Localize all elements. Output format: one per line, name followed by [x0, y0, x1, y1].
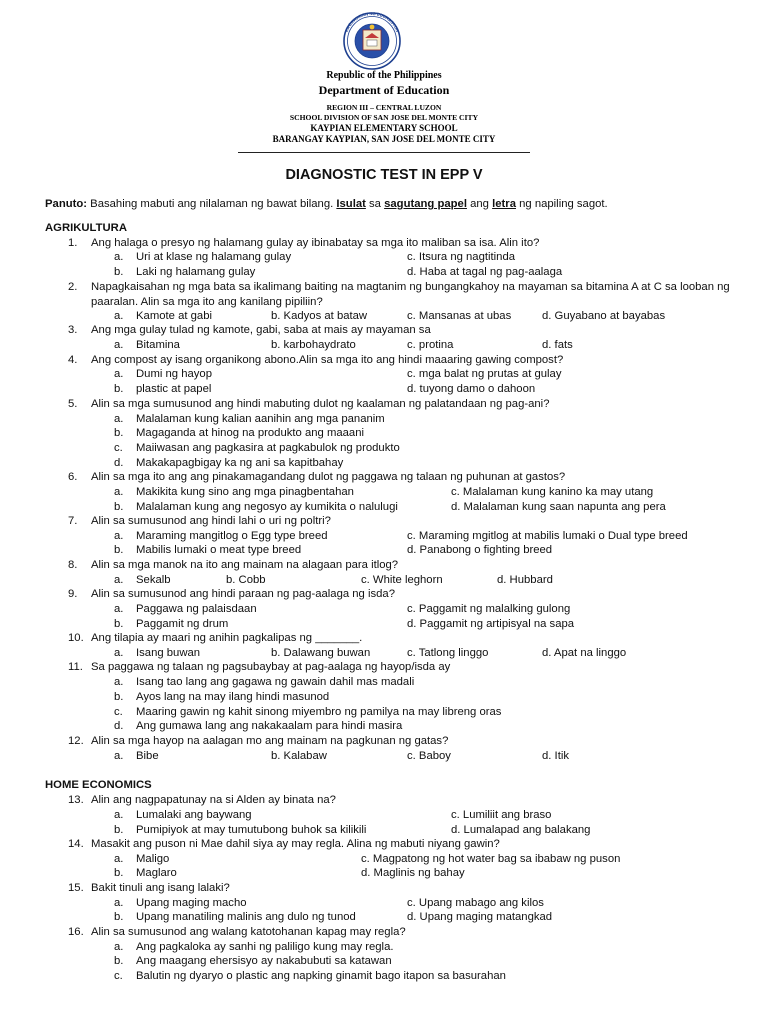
- option-text: d. Lumalapad ang balakang: [451, 824, 591, 836]
- question-number: 13.: [68, 794, 84, 806]
- option: [542, 309, 665, 324]
- option: [542, 338, 573, 353]
- question-stem: Alin sa mga sumusunod ang hindi mabuting dulot ng kaalaman ng palatandaan ng pag-ani?: [91, 398, 550, 410]
- option-letter: c.: [114, 442, 123, 454]
- option-letter: a.: [114, 750, 124, 762]
- question-stem: Ang halaga o presyo ng halamang gulay ay ibinabatay sa mga ito maliban sa isa. Alin ito?: [91, 237, 540, 249]
- option-text: d. Upang maging matangkad: [407, 911, 553, 923]
- option: [114, 543, 301, 558]
- options-row: [0, 500, 768, 515]
- republic-line: Republic of the Philippines: [326, 70, 442, 81]
- options-row: [0, 441, 768, 456]
- options-row: [0, 382, 768, 397]
- instructions-emphasis: letra: [492, 198, 516, 210]
- options-row: [0, 823, 768, 838]
- option: [114, 529, 328, 544]
- instructions-text: sa: [365, 198, 385, 210]
- option-text: Laki ng halamang gulay: [136, 266, 256, 278]
- options-row: [0, 617, 768, 632]
- options-row: [0, 573, 768, 588]
- option-text: Sekalb: [136, 574, 171, 586]
- option-letter: b.: [114, 544, 124, 556]
- svg-text:KAGAWARAN NG EDUKASYON: KAGAWARAN NG EDUKASYON: [343, 12, 401, 33]
- option: [114, 675, 414, 690]
- question-number: 11.: [68, 661, 83, 673]
- option: [114, 617, 228, 632]
- option-letter: b.: [114, 867, 124, 879]
- option: [114, 382, 211, 397]
- option: [542, 646, 626, 661]
- option-text: Bitamina: [136, 339, 180, 351]
- option-text: Paggamit ng drum: [136, 618, 229, 630]
- option: [114, 573, 171, 588]
- question-2: [68, 280, 728, 310]
- option-text: Paggawa ng palaisdaan: [136, 603, 257, 615]
- options-row: [0, 338, 768, 353]
- question-10: [68, 631, 728, 646]
- option-text: b. Cobb: [226, 574, 266, 586]
- options-row: [0, 969, 768, 984]
- option: [407, 543, 552, 558]
- option: [542, 749, 569, 764]
- option-text: Maraming mangitlog o Egg type breed: [136, 530, 328, 542]
- option-letter: a.: [114, 676, 124, 688]
- question-number: 2.: [68, 281, 78, 293]
- option: [407, 309, 511, 324]
- option: [407, 265, 562, 280]
- option-text: d. Apat na linggo: [542, 647, 627, 659]
- department-line: Department of Education: [318, 83, 450, 97]
- options-row: [0, 250, 768, 265]
- options-row: [0, 485, 768, 500]
- option: [114, 969, 506, 984]
- option-letter: d.: [114, 720, 124, 732]
- question-stem: Bakit tinuli ang isang lalaki?: [91, 882, 230, 894]
- option: [407, 896, 544, 911]
- school-line: KAYPIAN ELEMENTARY SCHOOL: [310, 123, 458, 133]
- question-number: 15.: [68, 882, 84, 894]
- options-row: [0, 954, 768, 969]
- option: [114, 646, 200, 661]
- option: [407, 617, 574, 632]
- region-line: REGION III – CENTRAL LUZON: [326, 103, 442, 112]
- deped-seal-logo: [336, 12, 408, 70]
- option: [407, 382, 535, 397]
- question-stem: Sa paggawa ng talaan ng pagsubaybay at pag-aalaga ng hayop/isda ay: [91, 661, 451, 673]
- option-letter: b.: [114, 383, 124, 395]
- question-number: 8.: [68, 559, 78, 571]
- option-text: Pumipiyok at may tumutubong buhok sa kilikili: [136, 824, 367, 836]
- option-text: Upang maging macho: [136, 897, 247, 909]
- option-letter: c.: [114, 970, 123, 982]
- options-row: [0, 690, 768, 705]
- question-stem: Ang compost ay isang organikong abono.Alin sa mga ito ang hindi maaaring gawing compost?: [91, 354, 564, 366]
- option-text: d. Itik: [542, 750, 569, 762]
- option: [361, 852, 620, 867]
- option-letter: b.: [114, 618, 124, 630]
- option-text: Ayos lang na may ilang hindi masunod: [136, 691, 330, 703]
- question-stem: Masakit ang puson ni Mae dahil siya ay may regla. Alina ng mabuti niyang gawin?: [91, 838, 500, 850]
- question-number: 16.: [68, 926, 84, 938]
- header-divider: [238, 152, 530, 153]
- option: [407, 749, 451, 764]
- option-text: d. Guyabano at bayabas: [542, 310, 666, 322]
- option: [407, 910, 552, 925]
- question-stem: Alin sa sumusunod ang hindi lahi o uri ng poltri?: [91, 515, 331, 527]
- options-row: [0, 749, 768, 764]
- option-text: c. Itsura ng nagtitinda: [407, 251, 516, 263]
- question-9: [68, 587, 728, 602]
- option-letter: a.: [114, 339, 124, 351]
- option-letter: b.: [114, 911, 124, 923]
- option-text: c. protina: [407, 339, 454, 351]
- option: [114, 910, 356, 925]
- question-4: [68, 353, 728, 368]
- question-number: 12.: [68, 735, 84, 747]
- option: [114, 441, 400, 456]
- option-letter: b.: [114, 955, 124, 967]
- option-text: Balutin ng dyaryo o plastic ang napking ginamit bago itapon sa basurahan: [136, 970, 506, 982]
- option: [361, 573, 443, 588]
- option: [407, 646, 488, 661]
- option-text: Ang pagkaloka ay sanhi ng paliligo kung may regla.: [136, 941, 394, 953]
- option-letter: a.: [114, 941, 124, 953]
- section-heading-agrikultura: AGRIKULTURA: [45, 222, 127, 234]
- option: [114, 808, 252, 823]
- question-number: 9.: [68, 588, 78, 600]
- option-text: d. Haba at tagal ng pag-aalaga: [407, 266, 563, 278]
- option: [114, 367, 212, 382]
- question-stem: Alin sa mga hayop na aalagan mo ang mainam na pagkunan ng gatas?: [91, 735, 449, 747]
- option: [114, 866, 177, 881]
- division-line: SCHOOL DIVISION OF SAN JOSE DEL MONTE CITY: [289, 113, 479, 122]
- option-letter: a.: [114, 897, 124, 909]
- options-row: [0, 543, 768, 558]
- option: [114, 954, 392, 969]
- option-text: Makikita kung sino ang mga pinagbentahan: [136, 486, 354, 498]
- option-text: Lumalaki ang baywang: [136, 809, 252, 821]
- option-text: c. Maraming mgitlog at mabilis lumaki o Dual type breed: [407, 530, 688, 542]
- option: [407, 602, 570, 617]
- option: [114, 338, 180, 353]
- option: [451, 500, 666, 515]
- option: [114, 265, 255, 280]
- option-text: d. Hubbard: [497, 574, 553, 586]
- options-row: [0, 309, 768, 324]
- instructions-text: ng napiling sagot.: [515, 198, 608, 210]
- instructions-emphasis: Isulat: [336, 198, 366, 210]
- option-text: Maiiwasan ang pagkasira at pagkabulok ng produkto: [136, 442, 400, 454]
- option-letter: a.: [114, 809, 124, 821]
- option-letter: a.: [114, 413, 124, 425]
- question-stem: Alin sa sumusunod ang hindi paraan ng pag-aalaga ng isda?: [91, 588, 395, 600]
- option-text: Makakapagbigay ka ng ani sa kapitbahay: [136, 457, 344, 469]
- option: [114, 823, 366, 838]
- option: [114, 896, 247, 911]
- option: [114, 690, 329, 705]
- option: [271, 309, 367, 324]
- question-number: 6.: [68, 471, 78, 483]
- question-stem: Alin sa mga manok na ito ang mainam na alagaan para itlog?: [91, 559, 399, 571]
- option: [114, 705, 501, 720]
- options-row: [0, 866, 768, 881]
- question-13: [68, 793, 728, 808]
- options-row: [0, 910, 768, 925]
- option-letter: b.: [114, 691, 124, 703]
- option-text: Uri at klase ng halamang gulay: [136, 251, 292, 263]
- question-11: [68, 660, 728, 675]
- option-letter: d.: [114, 457, 124, 469]
- option-text: d. Paggamit ng artipisyal na sapa: [407, 618, 575, 630]
- option: [114, 250, 291, 265]
- option: [114, 602, 257, 617]
- option-letter: a.: [114, 647, 124, 659]
- question-14: [68, 837, 728, 852]
- option-text: d. Malalaman kung saan napunta ang pera: [451, 501, 666, 513]
- question-number: 14.: [68, 838, 84, 850]
- option-text: d. tuyong damo o dahoon: [407, 383, 536, 395]
- option-text: c. Malalaman kung kanino ka may utang: [451, 486, 654, 498]
- options-row: [0, 265, 768, 280]
- instructions: [45, 198, 608, 210]
- instructions-label: Panuto:: [45, 198, 88, 210]
- option-letter: a.: [114, 853, 124, 865]
- option-letter: b.: [114, 501, 124, 513]
- option: [114, 412, 385, 427]
- options-row: [0, 602, 768, 617]
- question-6: [68, 470, 728, 485]
- option-text: c. Upang mabago ang kilos: [407, 897, 544, 909]
- option: [114, 309, 212, 324]
- option: [114, 426, 364, 441]
- option: [451, 808, 551, 823]
- options-row: [0, 705, 768, 720]
- question-number: 10.: [68, 632, 84, 644]
- option-letter: a.: [114, 574, 124, 586]
- options-row: [0, 808, 768, 823]
- option-letter: b.: [114, 266, 124, 278]
- question-stem: Napagkaisahan ng mga bata sa ikalimang baiting na magtanim ng bungangkahoy na mayaman sa bitamina A at C sa looban ng paaralan. Alin sa mga ito ang kanilang pipiliin?: [91, 281, 730, 308]
- option-letter: a.: [114, 530, 124, 542]
- option-text: c. Baboy: [407, 750, 451, 762]
- options-row: [0, 852, 768, 867]
- option: [451, 823, 590, 838]
- option-text: c. Mansanas at ubas: [407, 310, 512, 322]
- instructions-emphasis: sagutang papel: [384, 198, 467, 210]
- option-letter: a.: [114, 251, 124, 263]
- options-row: [0, 426, 768, 441]
- question-stem: Ang tilapia ay maari ng anihin pagkalipas ng _______.: [91, 632, 363, 644]
- options-row: [0, 940, 768, 955]
- option-text: Isang tao lang ang gagawa ng gawain dahil mas madali: [136, 676, 415, 688]
- option-text: Bibe: [136, 750, 159, 762]
- option-text: Dumi ng hayop: [136, 368, 212, 380]
- question-number: 7.: [68, 515, 78, 527]
- option-letter: c.: [114, 706, 123, 718]
- instructions-text: Basahing mabuti ang nilalaman ng bawat bilang.: [87, 198, 337, 210]
- option-text: b. karbohaydrato: [271, 339, 356, 351]
- question-stem: Ang mga gulay tulad ng kamote, gabi, saba at mais ay mayaman sa: [91, 324, 431, 336]
- option: [271, 338, 356, 353]
- options-row: [0, 456, 768, 471]
- option-text: c. Lumiliit ang braso: [451, 809, 552, 821]
- question-1: [68, 236, 728, 251]
- option-letter: a.: [114, 368, 124, 380]
- question-number: 5.: [68, 398, 78, 410]
- option-text: Malalaman kung ang negosyo ay kumikita o nalulugi: [136, 501, 398, 513]
- option-text: Upang manatiling malinis ang dulo ng tunod: [136, 911, 356, 923]
- option: [407, 338, 453, 353]
- option: [114, 852, 169, 867]
- option-text: Magaganda at hinog na produkto ang maaani: [136, 427, 364, 439]
- option-text: Maligo: [136, 853, 170, 865]
- question-number: 1.: [68, 237, 78, 249]
- option: [271, 749, 327, 764]
- option-text: c. Magpatong ng hot water bag sa ibabaw ng puson: [361, 853, 621, 865]
- page-title: DIAGNOSTIC TEST IN EPP V: [285, 167, 483, 183]
- option-text: d. Maglinis ng bahay: [361, 867, 465, 879]
- option: [114, 719, 402, 734]
- option: [361, 866, 465, 881]
- option: [114, 940, 393, 955]
- option-text: d. fats: [542, 339, 573, 351]
- option-letter: b.: [114, 427, 124, 439]
- question-5: [68, 397, 728, 412]
- question-stem: Alin sa sumusunod ang walang katotohanan kapag may regla?: [91, 926, 406, 938]
- option-text: c. mga balat ng prutas at gulay: [407, 368, 562, 380]
- option-text: Maaring gawin ng kahit sinong miyembro ng pamilya na may libreng oras: [136, 706, 502, 718]
- option-text: c. White leghorn: [361, 574, 443, 586]
- option: [226, 573, 266, 588]
- option-letter: a.: [114, 310, 124, 322]
- option: [407, 529, 688, 544]
- options-row: [0, 529, 768, 544]
- option: [407, 367, 561, 382]
- options-row: [0, 412, 768, 427]
- option: [114, 456, 343, 471]
- option-text: c. Tatlong linggo: [407, 647, 489, 659]
- barangay-line: BARANGAY KAYPIAN, SAN JOSE DEL MONTE CITY: [272, 134, 496, 144]
- options-row: [0, 719, 768, 734]
- option-text: b. Kadyos at bataw: [271, 310, 368, 322]
- option-text: Maglaro: [136, 867, 177, 879]
- option-letter: a.: [114, 603, 124, 615]
- question-stem: Alin ang nagpapatunay na si Alden ay binata na?: [91, 794, 336, 806]
- option-letter: a.: [114, 486, 124, 498]
- option-text: Ang maagang ehersisyo ay nakabubuti sa katawan: [136, 955, 392, 967]
- options-row: [0, 675, 768, 690]
- options-row: [0, 367, 768, 382]
- question-7: [68, 514, 728, 529]
- options-row: [0, 896, 768, 911]
- option: [114, 500, 398, 515]
- option: [497, 573, 553, 588]
- instructions-text: ang: [466, 198, 493, 210]
- option-text: d. Panabong o fighting breed: [407, 544, 553, 556]
- option: [271, 646, 370, 661]
- option-text: b. Dalawang buwan: [271, 647, 371, 659]
- option-letter: b.: [114, 824, 124, 836]
- option: [407, 250, 515, 265]
- question-12: [68, 734, 728, 749]
- option: [114, 749, 159, 764]
- question-stem: Alin sa mga ito ang ang pinakamagandang dulot ng paggawa ng talaan ng puhunan at gastos?: [91, 471, 566, 483]
- question-8: [68, 558, 728, 573]
- option-text: Kamote at gabi: [136, 310, 212, 322]
- option: [451, 485, 653, 500]
- question-3: [68, 323, 728, 338]
- option-text: plastic at papel: [136, 383, 212, 395]
- question-16: [68, 925, 728, 940]
- option: [114, 485, 354, 500]
- section-heading-home-economics: HOME ECONOMICS: [45, 779, 152, 791]
- option-text: Malalaman kung kalian aanihin ang mga pananim: [136, 413, 385, 425]
- option-text: c. Paggamit ng malalking gulong: [407, 603, 571, 615]
- question-number: 4.: [68, 354, 78, 366]
- option-text: Ang gumawa lang ang nakakaalam para hindi masira: [136, 720, 403, 732]
- options-row: [0, 646, 768, 661]
- option-text: Isang buwan: [136, 647, 201, 659]
- option-text: b. Kalabaw: [271, 750, 327, 762]
- question-number: 3.: [68, 324, 78, 336]
- option-text: Mabilis lumaki o meat type breed: [136, 544, 302, 556]
- question-15: [68, 881, 728, 896]
